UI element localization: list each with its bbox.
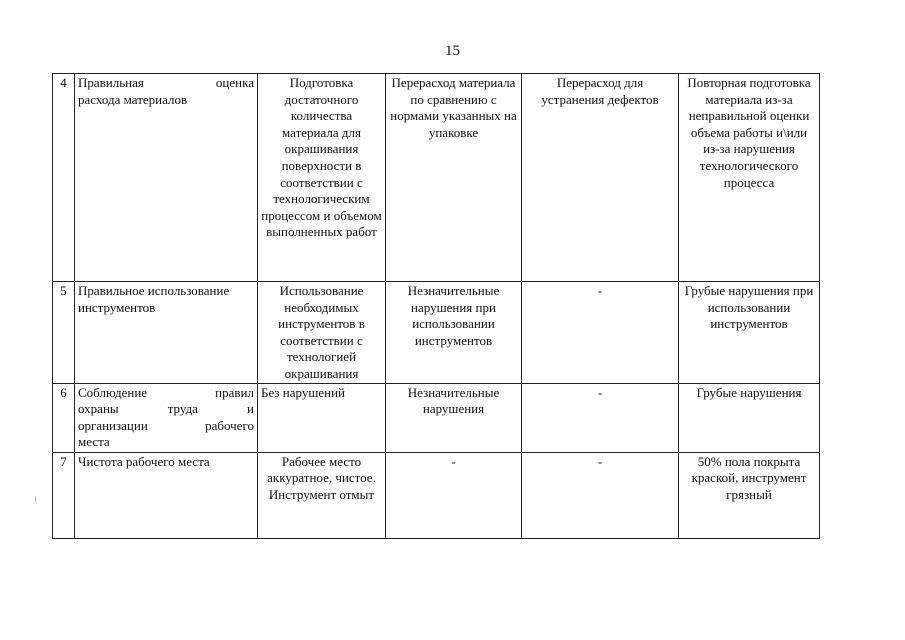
margin-mark <box>35 496 36 502</box>
score-2-cell: Грубые нарушения при использовании инструментов <box>679 282 820 384</box>
score-4-cell: - <box>386 452 522 538</box>
score-4-cell: Перерасход материала по сравнению с нормами указанных на упаковке <box>386 74 522 282</box>
criterion-name: Чистота рабочего места <box>75 452 258 538</box>
score-2-cell: Грубые нарушения <box>679 383 820 452</box>
page-number: 15 <box>445 43 460 59</box>
table-row <box>53 74 820 282</box>
score-3-cell: - <box>522 452 679 538</box>
score-3-cell: - <box>522 383 679 452</box>
criterion-name <box>75 74 258 282</box>
row-number: 6 <box>53 383 75 452</box>
score-2-cell: Повторная подготовка материала из-за неправильной оценки объема работы и\или из-за нарушения технологического процесса <box>679 74 820 282</box>
score-5-cell: Рабочее место аккуратное, чистое. Инструмент отмыт <box>258 452 386 538</box>
row-number: 7 <box>53 452 75 538</box>
criterion-name-line: Правильная оценка <box>78 75 254 90</box>
score-4-cell: Незначительные нарушения при использовании инструментов <box>386 282 522 384</box>
criterion-name-line: расхода материалов <box>78 91 188 107</box>
score-4-cell: Незначительные нарушения <box>386 383 522 452</box>
row-number: 5 <box>53 282 75 384</box>
criterion-name <box>75 383 258 452</box>
criterion-name-line: охраны труда и <box>78 401 254 417</box>
criterion-name: Правильное использование инструментов <box>75 282 258 384</box>
table-row <box>53 452 820 538</box>
row-number: 4 <box>53 74 75 282</box>
criteria-table <box>52 73 820 539</box>
score-5-cell: Использование необходимых инструментов в соответствии с технологией окрашивания <box>258 282 386 384</box>
score-2-cell: 50% пола покрыта краской, инструмент грязный <box>679 452 820 538</box>
table-row <box>53 282 820 384</box>
criterion-name-line: организации рабочего <box>78 417 254 433</box>
criterion-name-line: Соблюдение правил <box>78 384 254 400</box>
score-5-cell: Подготовка достаточного количества материала для окрашивания поверхности в соответствии с технологическим процессом и объемом выполненных работ <box>258 74 386 282</box>
score-3-cell: Перерасход для устранения дефектов <box>522 74 679 282</box>
criterion-name-line: места <box>78 434 110 450</box>
score-3-cell: - <box>522 282 679 384</box>
score-5-cell: Без нарушений <box>258 383 386 452</box>
table-row <box>53 383 820 452</box>
